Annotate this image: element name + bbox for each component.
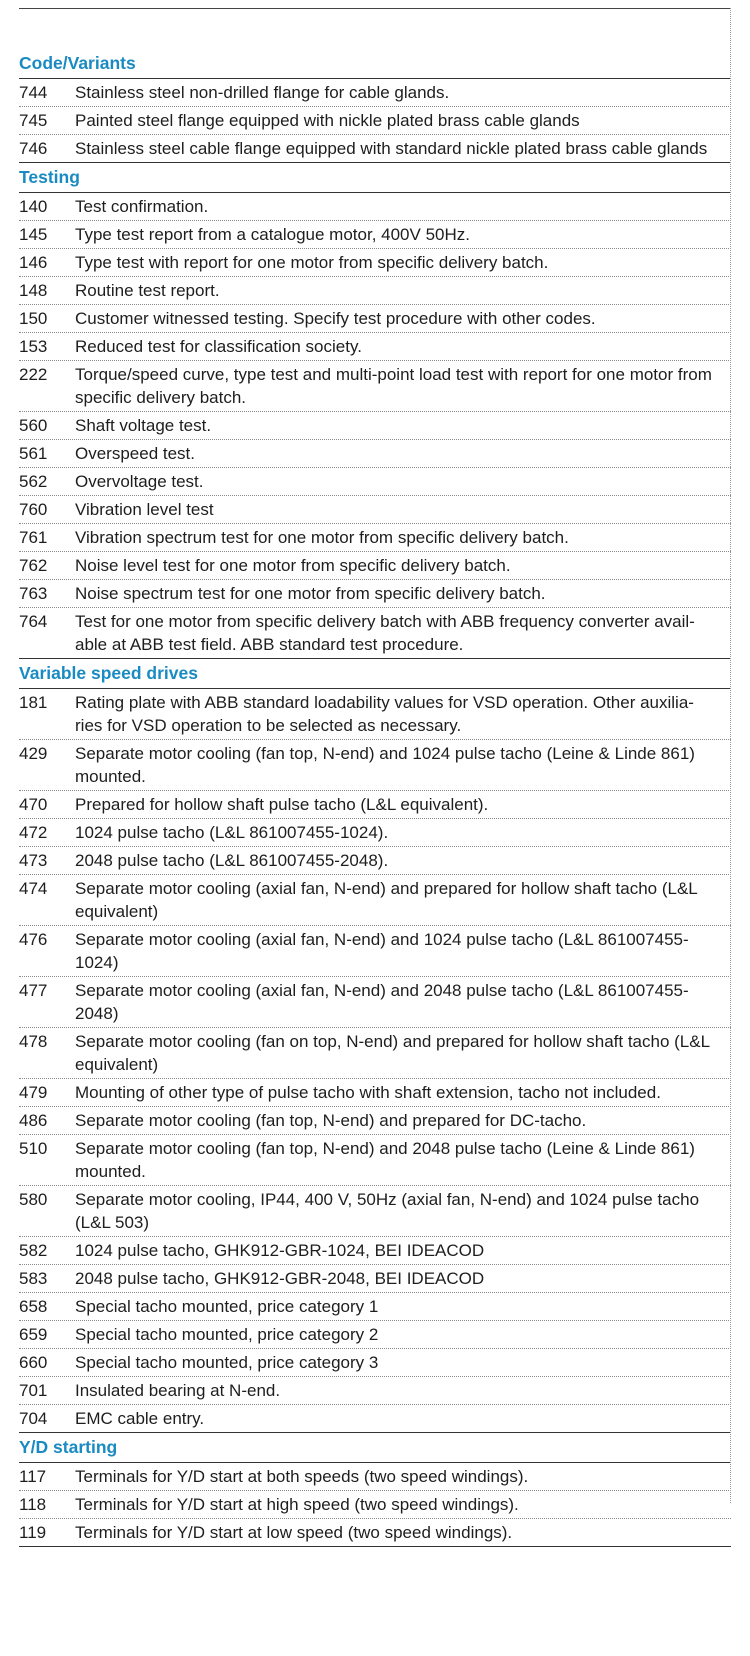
option-code: 145 bbox=[19, 225, 48, 244]
option-description: Separate motor cooling (fan on top, N-end) and prepared for hollow shaft tacho (L&L equivalent) bbox=[75, 1032, 710, 1074]
table-row bbox=[19, 1349, 731, 1377]
option-code: 153 bbox=[19, 337, 48, 356]
table-row bbox=[19, 819, 731, 847]
table-row bbox=[19, 1186, 731, 1237]
option-code: 658 bbox=[19, 1297, 48, 1316]
option-description: Terminals for Y/D start at low speed (two speed windings). bbox=[75, 1523, 513, 1542]
table-row bbox=[19, 1405, 731, 1433]
right-rule bbox=[730, 8, 731, 1503]
option-description: Special tacho mounted, price category 3 bbox=[75, 1353, 379, 1372]
table-row bbox=[19, 1321, 731, 1349]
option-description: Vibration spectrum test for one motor from specific delivery batch. bbox=[75, 528, 569, 547]
table-row bbox=[19, 552, 731, 580]
option-description: Mounting of other type of pulse tacho with shaft extension, tacho not included. bbox=[75, 1083, 661, 1102]
table-row bbox=[19, 107, 731, 135]
table-row bbox=[19, 249, 731, 277]
top-rule bbox=[19, 8, 731, 9]
option-code: 477 bbox=[19, 981, 48, 1000]
option-code: 146 bbox=[19, 253, 48, 272]
table-row bbox=[19, 277, 731, 305]
option-description: Painted steel flange equipped with nickle plated brass cable glands bbox=[75, 111, 580, 130]
option-description: Vibration level test bbox=[75, 500, 214, 519]
option-description: Test confirmation. bbox=[75, 197, 209, 216]
option-code: 181 bbox=[19, 693, 48, 712]
table-row bbox=[19, 221, 731, 249]
option-code: 117 bbox=[19, 1467, 47, 1486]
table-row bbox=[19, 79, 731, 107]
table-row bbox=[19, 412, 731, 440]
option-description: Test for one motor from specific delivery batch with ABB frequency converter avail-able at ABB test field. ABB standard test procedure. bbox=[75, 612, 695, 654]
option-code: 473 bbox=[19, 851, 48, 870]
table-row bbox=[19, 1463, 731, 1491]
option-code: 470 bbox=[19, 795, 48, 814]
table-row bbox=[19, 875, 731, 926]
option-code: 119 bbox=[19, 1523, 47, 1542]
option-code: 478 bbox=[19, 1032, 48, 1051]
table-row bbox=[19, 1107, 731, 1135]
table-row bbox=[19, 1028, 731, 1079]
option-description: Type test with report for one motor from specific delivery batch. bbox=[75, 253, 549, 272]
option-code: 583 bbox=[19, 1269, 48, 1288]
option-description: Shaft voltage test. bbox=[75, 416, 212, 435]
option-code: 659 bbox=[19, 1325, 48, 1344]
option-code: 746 bbox=[19, 139, 48, 158]
option-code: 150 bbox=[19, 309, 48, 328]
table-row bbox=[19, 440, 731, 468]
table-row bbox=[19, 1135, 731, 1186]
option-description: Separate motor cooling (axial fan, N-end) and 1024 pulse tacho (L&L 861007455-1024) bbox=[75, 930, 689, 972]
table-row bbox=[19, 1491, 731, 1519]
table-row bbox=[19, 1237, 731, 1265]
section-title-code-variants: Code/Variants bbox=[19, 49, 731, 79]
option-code: 472 bbox=[19, 823, 48, 842]
option-code: 118 bbox=[19, 1495, 47, 1514]
option-code: 474 bbox=[19, 879, 48, 898]
table-row bbox=[19, 361, 731, 412]
option-description: Terminals for Y/D start at high speed (two speed windings). bbox=[75, 1495, 519, 1514]
option-description: Separate motor cooling, IP44, 400 V, 50Hz (axial fan, N-end) and 1024 pulse tacho (L&L 503) bbox=[75, 1190, 700, 1232]
option-description: Separate motor cooling (fan top, N-end) and prepared for DC-tacho. bbox=[75, 1111, 587, 1130]
option-description: Reduced test for classification society. bbox=[75, 337, 362, 356]
option-description: Insulated bearing at N-end. bbox=[75, 1381, 281, 1400]
option-code: 429 bbox=[19, 744, 48, 763]
table-row bbox=[19, 926, 731, 977]
option-description: Type test report from a catalogue motor, 400V 50Hz. bbox=[75, 225, 470, 244]
option-code: 510 bbox=[19, 1139, 48, 1158]
option-description: EMC cable entry. bbox=[75, 1409, 205, 1428]
table-row bbox=[19, 580, 731, 608]
option-code: 744 bbox=[19, 83, 48, 102]
table-row bbox=[19, 305, 731, 333]
table-row bbox=[19, 468, 731, 496]
option-description: Separate motor cooling (axial fan, N-end) and 2048 pulse tacho (L&L 861007455-2048) bbox=[75, 981, 689, 1023]
option-description: Special tacho mounted, price category 2 bbox=[75, 1325, 379, 1344]
option-description: Torque/speed curve, type test and multi-point load test with report for one motor from specific delivery batch. bbox=[75, 365, 712, 407]
table-row bbox=[19, 524, 731, 552]
option-description: Special tacho mounted, price category 1 bbox=[75, 1297, 379, 1316]
option-code: 760 bbox=[19, 500, 48, 519]
table-row bbox=[19, 847, 731, 875]
section-title-variable-speed-drives: Variable speed drives bbox=[19, 659, 731, 689]
option-code: 580 bbox=[19, 1190, 48, 1209]
option-description: 1024 pulse tacho (L&L 861007455-1024). bbox=[75, 823, 389, 842]
table-row bbox=[19, 689, 731, 740]
option-code: 761 bbox=[19, 528, 48, 547]
option-code: 745 bbox=[19, 111, 48, 130]
option-code: 486 bbox=[19, 1111, 48, 1130]
option-code: 701 bbox=[19, 1381, 48, 1400]
section-title-y-d-starting: Y/D starting bbox=[19, 1433, 731, 1463]
table-row bbox=[19, 1293, 731, 1321]
option-description: Noise spectrum test for one motor from specific delivery batch. bbox=[75, 584, 546, 603]
table-row bbox=[19, 791, 731, 819]
options-table bbox=[19, 0, 731, 1547]
option-description: Stainless steel non-drilled flange for cable glands. bbox=[75, 83, 450, 102]
option-code: 140 bbox=[19, 197, 48, 216]
option-code: 763 bbox=[19, 584, 48, 603]
option-description: Noise level test for one motor from specific delivery batch. bbox=[75, 556, 511, 575]
table-row bbox=[19, 193, 731, 221]
table-row bbox=[19, 1519, 731, 1547]
option-description: 1024 pulse tacho, GHK912-GBR-1024, BEI IDEACOD bbox=[75, 1241, 485, 1260]
table-row bbox=[19, 496, 731, 524]
option-code: 222 bbox=[19, 365, 48, 384]
section-title-testing: Testing bbox=[19, 163, 731, 193]
table-row bbox=[19, 1377, 731, 1405]
option-code: 148 bbox=[19, 281, 48, 300]
table-row bbox=[19, 1265, 731, 1293]
option-description: Stainless steel cable flange equipped with standard nickle plated brass cable glands bbox=[75, 139, 708, 158]
option-code: 582 bbox=[19, 1241, 48, 1260]
table-row bbox=[19, 977, 731, 1028]
option-description: Routine test report. bbox=[75, 281, 220, 300]
option-description: 2048 pulse tacho (L&L 861007455-2048). bbox=[75, 851, 389, 870]
option-code: 476 bbox=[19, 930, 48, 949]
option-description: Customer witnessed testing. Specify test procedure with other codes. bbox=[75, 309, 596, 328]
table-row bbox=[19, 333, 731, 361]
option-code: 704 bbox=[19, 1409, 48, 1428]
option-code: 561 bbox=[19, 444, 48, 463]
option-code: 762 bbox=[19, 556, 48, 575]
option-description: 2048 pulse tacho, GHK912-GBR-2048, BEI IDEACOD bbox=[75, 1269, 485, 1288]
option-code: 560 bbox=[19, 416, 48, 435]
option-code: 479 bbox=[19, 1083, 48, 1102]
option-code: 660 bbox=[19, 1353, 48, 1372]
option-description: Separate motor cooling (fan top, N-end) and 2048 pulse tacho (Leine & Linde 861) mounted. bbox=[75, 1139, 695, 1181]
option-description: Prepared for hollow shaft pulse tacho (L&L equivalent). bbox=[75, 795, 489, 814]
table-row bbox=[19, 1079, 731, 1107]
table-row bbox=[19, 608, 731, 659]
sections-container bbox=[19, 49, 731, 1547]
option-description: Separate motor cooling (fan top, N-end) and 1024 pulse tacho (Leine & Linde 861) mounted. bbox=[75, 744, 695, 786]
option-description: Overspeed test. bbox=[75, 444, 196, 463]
table-row bbox=[19, 135, 731, 163]
option-code: 764 bbox=[19, 612, 48, 631]
table-row bbox=[19, 740, 731, 791]
option-description: Rating plate with ABB standard loadability values for VSD operation. Other auxilia-ries for VSD operation to be selected as necessary. bbox=[75, 693, 694, 735]
option-code: 562 bbox=[19, 472, 48, 491]
option-description: Terminals for Y/D start at both speeds (two speed windings). bbox=[75, 1467, 529, 1486]
option-description: Separate motor cooling (axial fan, N-end) and prepared for hollow shaft tacho (L&L equivalent) bbox=[75, 879, 698, 921]
option-description: Overvoltage test. bbox=[75, 472, 204, 491]
